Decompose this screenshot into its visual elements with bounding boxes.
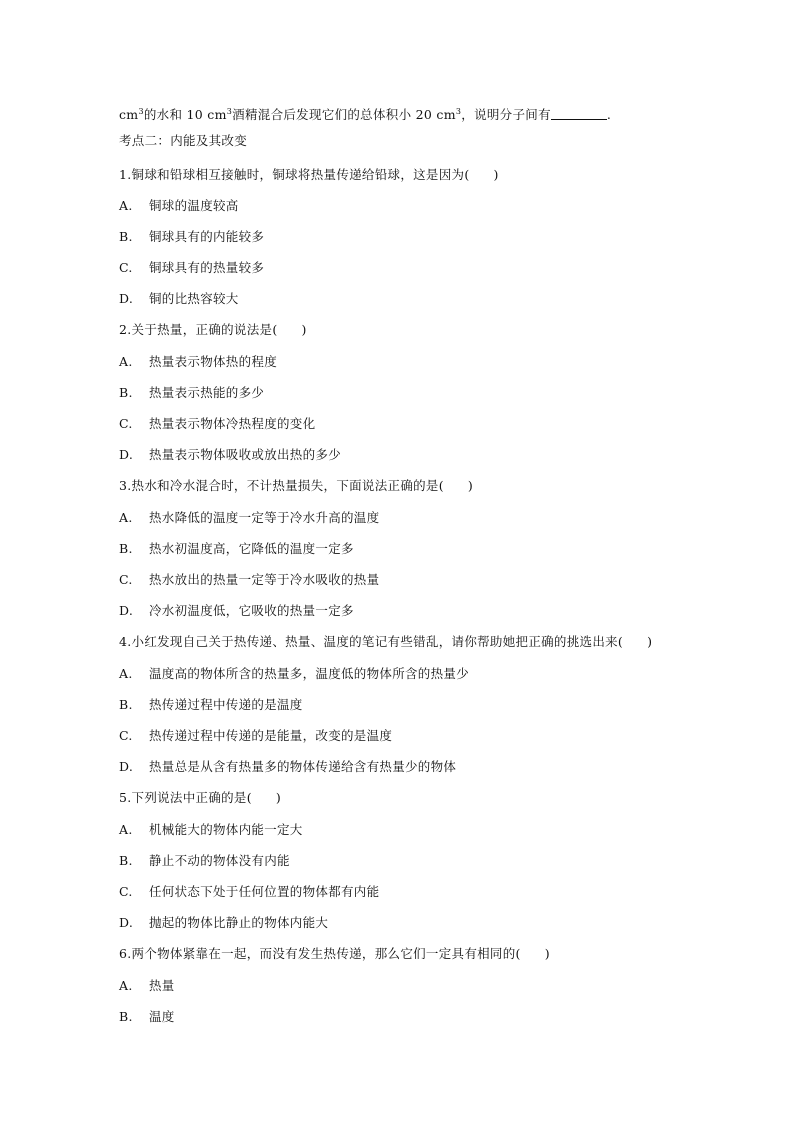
question-4-option-b [119, 697, 303, 713]
intro-text-3: 酒精混合后发现它们的总体积小 20 cm [232, 107, 456, 122]
option-text: 热水初温度高，它降低的温度一定多 [149, 541, 354, 556]
intro-sup-2: 3 [226, 106, 233, 116]
question-1-text: 1.铜球和铅球相互接触时，铜球将热量传递给铅球，这是因为( [119, 167, 470, 182]
intro-text-5: . [606, 107, 612, 122]
intro-line [119, 107, 611, 123]
question-6-option-a [119, 978, 175, 994]
question-5-stem [119, 790, 281, 806]
question-5-option-a [119, 822, 303, 838]
intro-text-2: 的水和 10 cm [143, 107, 227, 122]
question-3-stem [119, 478, 473, 494]
option-letter: B. [119, 541, 133, 556]
option-text: 热传递过程中传递的是温度 [149, 697, 303, 712]
option-letter: B. [119, 385, 133, 400]
option-text: 温度 [149, 1009, 175, 1024]
question-4-stem [119, 634, 652, 650]
option-letter: A. [119, 978, 133, 993]
option-letter: D. [119, 915, 134, 930]
question-6-close: ) [544, 946, 550, 961]
question-1-stem [119, 167, 499, 183]
question-5-close: ) [275, 790, 282, 805]
option-letter: D. [119, 291, 134, 306]
question-6-stem [119, 946, 550, 962]
option-letter: A. [119, 510, 133, 525]
question-2-text: 2.关于热量，正确的说法是( [119, 322, 278, 337]
question-2-option-b [119, 385, 264, 401]
option-text: 热量表示物体冷热程度的变化 [149, 416, 316, 431]
option-text: 温度高的物体所含的热量多，温度低的物体所含的热量少 [149, 666, 470, 681]
intro-sup-1: 3 [138, 106, 144, 116]
option-letter: A. [119, 198, 133, 213]
option-text: 任何状态下处于任何位置的物体都有内能 [149, 884, 380, 899]
question-5-option-d [119, 915, 328, 931]
question-5-text: 5.下列说法中正确的是( [119, 790, 252, 805]
question-4-option-d [119, 759, 456, 775]
option-text: 热量总是从含有热量多的物体传递给含有热量少的物体 [149, 759, 457, 774]
question-4-option-a [119, 666, 469, 682]
option-text: 热量表示物体吸收或放出热的多少 [149, 447, 342, 462]
option-text: 铜球具有的内能较多 [149, 229, 265, 244]
option-letter: C. [119, 728, 133, 743]
question-2-option-d [119, 447, 341, 463]
option-letter: B. [119, 853, 133, 868]
option-text: 铜球的温度较高 [149, 198, 239, 213]
question-5-option-c [119, 884, 379, 900]
option-letter: A. [119, 354, 133, 369]
option-letter: D. [119, 603, 134, 618]
option-letter: C. [119, 416, 133, 431]
option-text: 热传递过程中传递的是能量，改变的是温度 [149, 728, 393, 743]
option-text: 铜球具有的热量较多 [149, 260, 265, 275]
question-1-option-b [119, 229, 264, 245]
intro-sup-3: 3 [455, 106, 462, 116]
intro-text-4: ，说明分子间有 [461, 107, 551, 122]
option-text: 热量表示热能的多少 [149, 385, 265, 400]
option-text: 热量 [149, 978, 175, 993]
option-letter: B. [119, 1009, 133, 1024]
option-letter: D. [119, 447, 134, 462]
option-letter: B. [119, 229, 133, 244]
option-text: 热水降低的温度一定等于冷水升高的温度 [149, 510, 380, 525]
question-4-close: ) [647, 634, 653, 649]
question-1-close: ) [493, 167, 499, 182]
option-text: 铜的比热容较大 [149, 291, 239, 306]
option-letter: C. [119, 260, 133, 275]
option-letter: C. [119, 884, 133, 899]
question-6-option-b [119, 1009, 175, 1025]
question-3-option-a [119, 510, 379, 526]
question-2-option-a [119, 354, 277, 370]
question-4-text: 4.小红发现自己关于热传递、热量、温度的笔记有些错乱，请你帮助她把正确的挑选出来( [119, 634, 624, 649]
option-text: 抛起的物体比静止的物体内能大 [149, 915, 329, 930]
option-letter: A. [119, 666, 133, 681]
intro-text-1: cm [119, 107, 139, 122]
question-2-close: ) [301, 322, 307, 337]
option-text: 冷水初温度低，它吸收的热量一定多 [149, 603, 354, 618]
option-text: 静止不动的物体没有内能 [149, 853, 290, 868]
option-letter: D. [119, 759, 134, 774]
section-title: 考点二：内能及其改变 [119, 133, 248, 148]
question-6-text: 6.两个物体紧靠在一起，而没有发生热传递，那么它们一定具有相同的( [119, 946, 521, 961]
question-1-option-d [119, 291, 239, 307]
question-3-option-c [119, 572, 379, 588]
option-text: 机械能大的物体内能一定大 [149, 822, 303, 837]
question-1-option-c [119, 260, 264, 276]
option-text: 热量表示物体热的程度 [149, 354, 278, 369]
option-letter: A. [119, 822, 133, 837]
question-3-text: 3.热水和冷水混合时，不计热量损失，下面说法正确的是( [119, 478, 444, 493]
option-letter: C. [119, 572, 133, 587]
question-3-option-d [119, 603, 354, 619]
question-4-option-c [119, 728, 392, 744]
question-2-option-c [119, 416, 315, 432]
option-letter: B. [119, 697, 133, 712]
question-3-close: ) [467, 478, 474, 493]
answer-blank [551, 107, 607, 120]
question-3-option-b [119, 541, 354, 557]
question-5-option-b [119, 853, 290, 869]
question-2-stem [119, 322, 307, 338]
question-1-option-a [119, 198, 239, 214]
option-text: 热水放出的热量一定等于冷水吸收的热量 [149, 572, 380, 587]
